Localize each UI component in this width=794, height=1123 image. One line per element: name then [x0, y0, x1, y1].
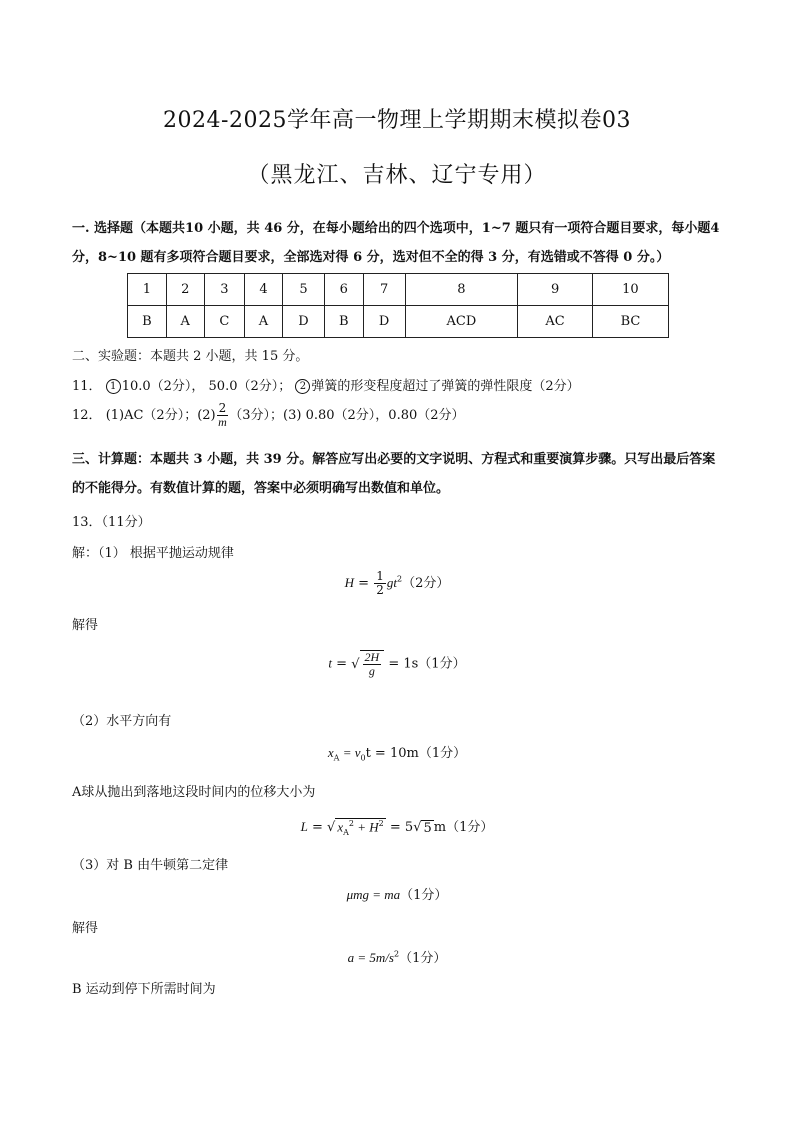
equation-6	[0, 947, 794, 966]
eq1-lhs: H	[344, 575, 355, 590]
jiede-label-2: 解得	[72, 921, 99, 936]
section2-heading: 二、实验题：本题共 2 小题，共 15 分。	[72, 349, 309, 364]
page-title: 2024-2025学年高一物理上学期期末模拟卷03	[163, 108, 631, 133]
question-12	[72, 402, 465, 429]
eq4-unit: m	[433, 820, 447, 835]
answer-table-answer-cell: AC	[518, 306, 593, 338]
q13-step2: （2）水平方向有	[72, 714, 172, 729]
q12-number: 12．	[72, 408, 102, 423]
eq4-sup: 2	[348, 819, 354, 829]
eq2-score: （1分）	[418, 656, 466, 672]
q12-part1: (1)AC（2分）；(2)	[105, 408, 216, 423]
answer-table-number-cell: 10	[592, 274, 668, 306]
eq3-lhs: x	[327, 745, 334, 760]
q11-answer-1: 10.0（2分）， 50.0（2分）；	[121, 379, 292, 394]
answer-table-number-cell: 9	[518, 274, 593, 306]
eq1-frac-num: 1	[376, 569, 384, 583]
answer-table-number-cell: 8	[405, 274, 518, 306]
eq6-lhs: a = 5m/s	[347, 950, 394, 965]
eq4-sub: A	[343, 827, 349, 837]
eq1-equals: =	[354, 576, 374, 591]
answer-table-answer-cell: BC	[592, 306, 668, 338]
eq2-frac-num: 2H	[364, 650, 380, 664]
eq4-plus-h: + H	[353, 819, 379, 835]
eq1-frac-den: 2	[376, 583, 384, 597]
answer-table-answer-cell: ACD	[405, 306, 518, 338]
equation-3	[0, 742, 794, 763]
eq2-frac-den: g	[368, 664, 375, 678]
sqrt-icon: √	[351, 656, 360, 672]
answer-table	[127, 273, 669, 338]
section1-instructions: 一. 选择题（本题共10 小题，共 46 分，在每小题给出的四个选项中，1~7 题只有一项符合题目要求，每小题4 分，8~10 题有多项符合题目要求，全部选对得 6 分，选对但不全的得 3 分，有选错或不答得 0 分。）	[72, 221, 720, 265]
eq3-sub2: 0	[360, 753, 366, 763]
eq4-equals: =	[307, 820, 328, 835]
answer-table-answer-cell: B	[128, 306, 167, 338]
circled-two-icon: 2	[295, 379, 310, 394]
eq6-score: （1分）	[399, 951, 447, 966]
q11-answer-2: 弹簧的形变程度超过了弹簧的弹性限度（2分）	[311, 379, 580, 394]
q13-step2b: A球从抛出到落地这段时间内的位移大小为	[72, 785, 316, 800]
q12-part2: （3分）；(3) 0.80（2分），0.80（2分）	[229, 408, 465, 423]
eq1-rhs: gt	[386, 575, 397, 590]
answer-table-answer-cell: C	[204, 306, 244, 338]
sqrt-icon: √	[327, 820, 336, 835]
answer-table-number-row	[128, 274, 669, 306]
equation-5	[0, 884, 794, 903]
answer-table-answer-cell: A	[166, 306, 204, 338]
circled-one-icon: 1	[106, 379, 121, 394]
eq1-sup: 2	[396, 574, 403, 584]
eq4-sup2: 2	[378, 819, 384, 829]
eq5-lhs: μmg = ma	[346, 887, 401, 902]
eq3-score: （1分）	[418, 746, 467, 761]
q12-frac-num: 2	[218, 401, 227, 415]
eq2-rhs: = 1s	[384, 656, 419, 672]
equation-2	[0, 650, 794, 678]
q13-step3b: B 运动到停下所需时间为	[72, 982, 216, 997]
answer-table-answer-cell: D	[363, 306, 405, 338]
eq2-lhs: t	[328, 655, 333, 671]
answer-table-answer-cell: B	[324, 306, 363, 338]
q12-fraction	[217, 402, 229, 429]
answer-table-number-cell: 7	[363, 274, 405, 306]
answer-table-number-cell: 1	[128, 274, 167, 306]
eq4-rhs: = 5	[385, 820, 414, 835]
answer-table-number-cell: 5	[283, 274, 325, 306]
eq3-sub: A	[333, 753, 340, 763]
page-subtitle: （黑龙江、吉林、辽宁专用）	[247, 163, 547, 188]
q12-frac-den: m	[218, 415, 227, 429]
q13-step3: （3）对 B 由牛顿第二定律	[72, 858, 229, 873]
q13-header: 13．（11分）	[72, 515, 151, 530]
eq4-radicand-2: 5	[423, 820, 432, 836]
eq3-rhs: = v	[339, 745, 361, 760]
eq5-score: （1分）	[400, 888, 448, 903]
answer-table-answer-row	[128, 306, 669, 338]
jiede-label-1: 解得	[72, 618, 99, 633]
equation-4	[0, 816, 794, 837]
eq2-radicand	[360, 650, 385, 678]
eq1-fraction	[374, 570, 386, 597]
q11-number: 11．	[72, 379, 102, 394]
question-11	[72, 375, 580, 394]
eq2-equals: =	[332, 656, 352, 672]
eq4-lhs: L	[300, 819, 308, 834]
answer-table-number-cell: 3	[204, 274, 244, 306]
eq4-radicand	[335, 818, 385, 837]
eq4-rad-x: x	[337, 819, 344, 835]
answer-table-number-cell: 4	[244, 274, 282, 306]
q13-step1: 解：（1） 根据平抛运动规律	[72, 546, 234, 561]
eq2-fraction	[363, 651, 382, 678]
equation-1	[0, 570, 794, 597]
answer-table-number-cell: 6	[324, 274, 363, 306]
eq1-score: （2分）	[402, 576, 450, 591]
eq4-score: （1分）	[446, 820, 494, 835]
sqrt-icon: √	[413, 820, 422, 835]
answer-table-number-cell: 2	[166, 274, 204, 306]
answer-table-answer-cell: D	[283, 306, 325, 338]
section3-instructions: 三、计算题：本题共 3 小题，共 39 分。解答应写出必要的文字说明、方程式和重要演算步骤。只写出最后答案的不能得分。有数值计算的题，答案中必须明确写出数值和单位。	[72, 452, 716, 496]
answer-table-answer-cell: A	[244, 306, 282, 338]
eq3-rhs2: t = 10m	[365, 746, 419, 761]
eq6-sup: 2	[393, 949, 400, 959]
